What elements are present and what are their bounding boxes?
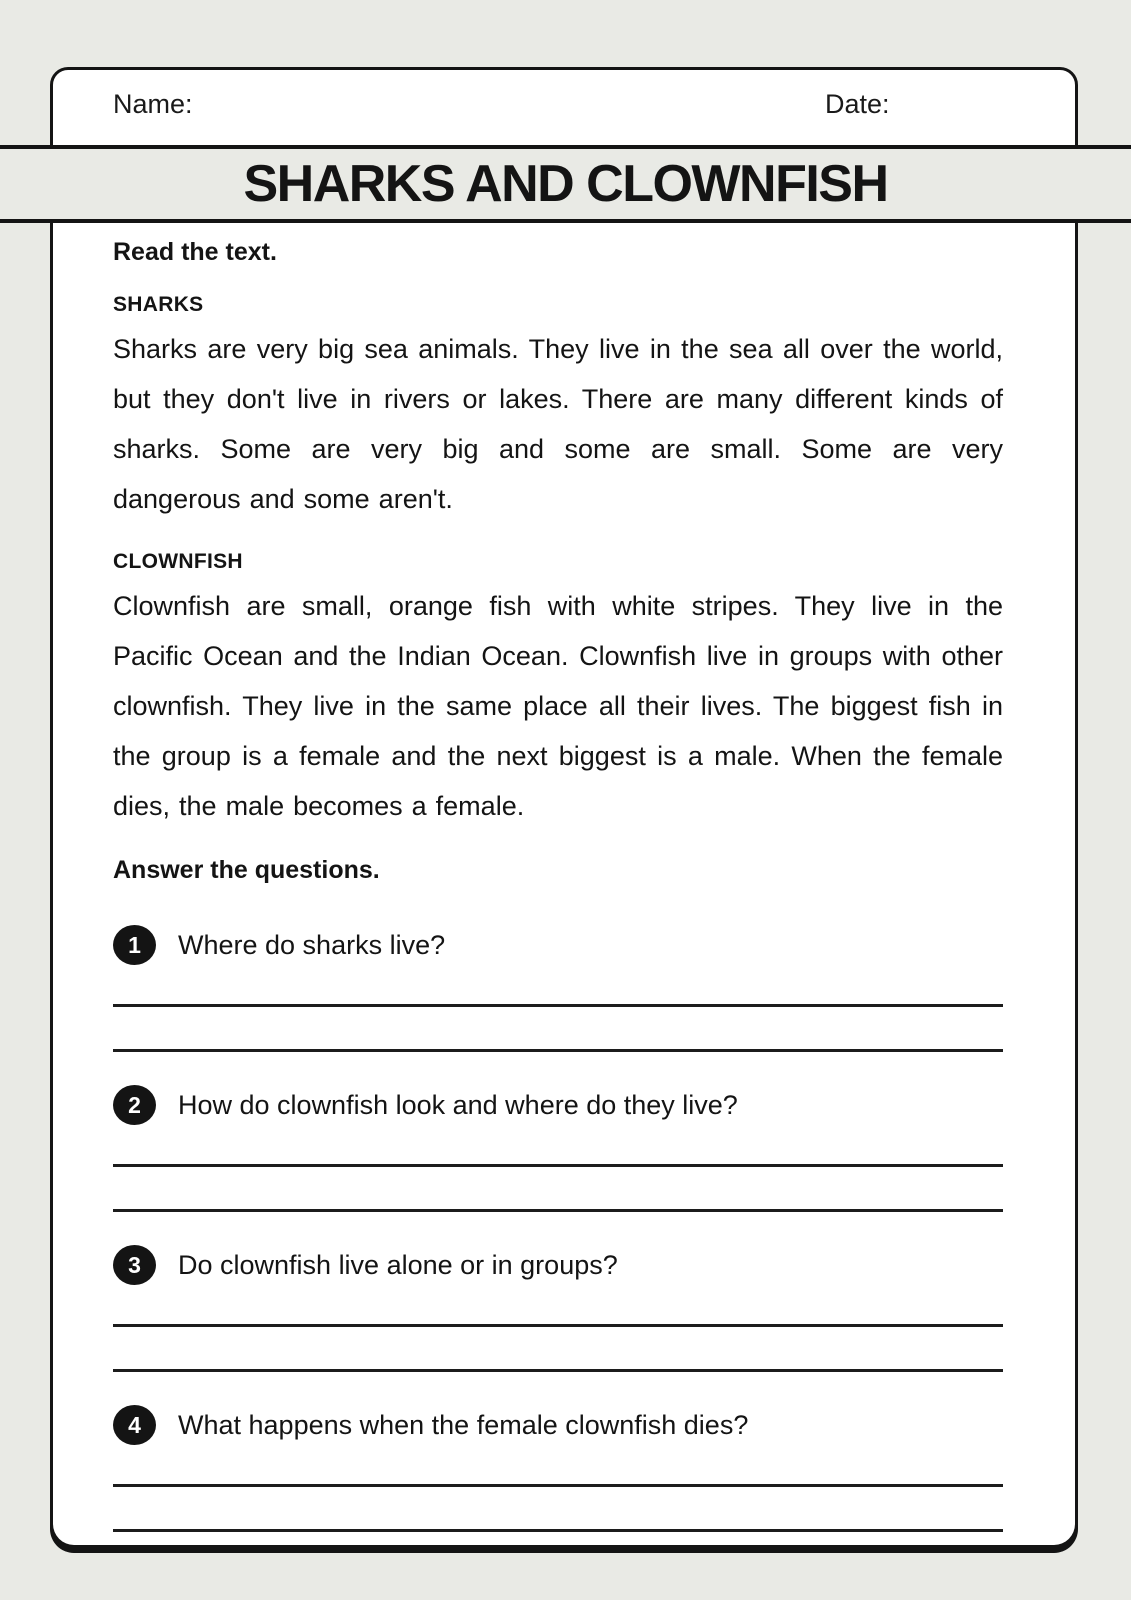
question-text: Do clownfish live alone or in groups? bbox=[178, 1249, 618, 1280]
question-row bbox=[113, 925, 1003, 965]
question-row bbox=[113, 1245, 1003, 1285]
question-text: Where do sharks live? bbox=[178, 929, 446, 960]
answer-line[interactable] bbox=[113, 1445, 1003, 1487]
answer-line[interactable] bbox=[113, 1487, 1003, 1532]
question-row bbox=[113, 1085, 1003, 1125]
question-block-1 bbox=[113, 925, 1003, 1052]
question-number-badge: 1 bbox=[113, 925, 156, 965]
name-input-area[interactable] bbox=[205, 84, 765, 124]
date-label: Date: bbox=[825, 89, 890, 119]
question-block-2 bbox=[113, 1085, 1003, 1212]
name-label: Name: bbox=[113, 89, 193, 119]
read-instruction: Read the text. bbox=[113, 238, 277, 266]
question-block-4 bbox=[113, 1405, 1003, 1532]
question-row bbox=[113, 1405, 1003, 1445]
question-number-badge: 4 bbox=[113, 1405, 156, 1445]
answer-line[interactable] bbox=[113, 965, 1003, 1007]
page-title: SHARKS AND CLOWNFISH bbox=[243, 155, 888, 213]
question-number-badge: 2 bbox=[113, 1085, 156, 1125]
answer-line[interactable] bbox=[113, 1285, 1003, 1327]
question-block-3 bbox=[113, 1245, 1003, 1372]
question-number-badge: 3 bbox=[113, 1245, 156, 1285]
section-heading-sharks: SHARKS bbox=[113, 293, 204, 316]
section-heading-clownfish: CLOWNFISH bbox=[113, 550, 243, 574]
answer-instruction: Answer the questions. bbox=[113, 856, 380, 885]
answer-line[interactable] bbox=[113, 1167, 1003, 1212]
worksheet-body bbox=[50, 223, 1078, 1548]
passage-clownfish: Clownfish are small, orange fish with white stripes. They live in the Pacific Ocean and the Indian Ocean. Clownfish live in groups with other clownfish. They live in the same place all their lives. The biggest fish in the group is a female and the next biggest is a male. When the female dies, the male becomes a female. bbox=[113, 591, 1003, 822]
date-input-area[interactable] bbox=[901, 84, 1071, 124]
question-text: What happens when the female clownfish dies? bbox=[178, 1409, 749, 1440]
title-band bbox=[0, 145, 1131, 223]
answer-line[interactable] bbox=[113, 1007, 1003, 1052]
passage-sharks: Sharks are very big sea animals. They live in the sea all over the world, but they don't live in rivers or lakes. There are many different kinds of sharks. Some are very big and some are small. Some are very dangerous and some aren't. bbox=[113, 334, 1003, 515]
question-text: How do clownfish look and where do they live? bbox=[178, 1089, 738, 1120]
answer-line[interactable] bbox=[113, 1125, 1003, 1167]
answer-line[interactable] bbox=[113, 1327, 1003, 1372]
